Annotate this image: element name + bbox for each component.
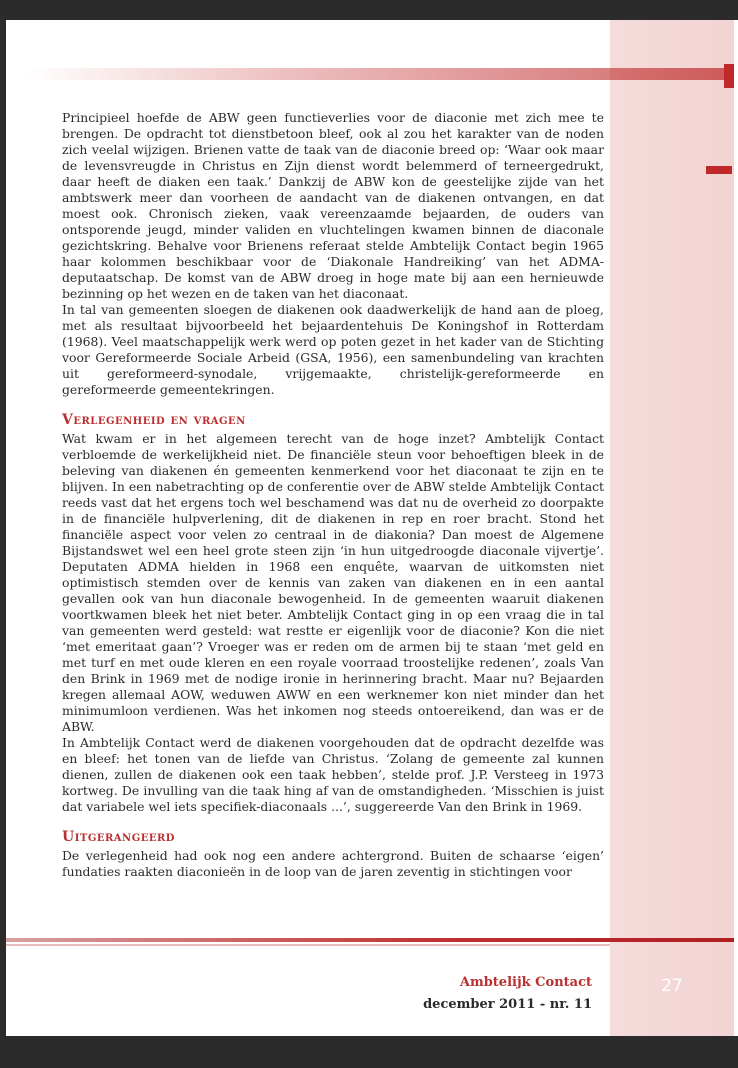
bottom-thin-rule: [6, 944, 610, 946]
paragraph: In tal van gemeenten sloegen de diakenen ook daadwerkelijk de hand aan de ploeg, met als resultaat bijvoorbeeld het bejaardentehuis De Koningshof in Rotterdam (1968). Veel maatschappelijk werk werd op poten gezet in het kader van de Stichting voor Gereformeerde Sociale Arbeid (GSA, 1956), een samenbundeling van krachten uit gereformeerd-synodale, vrijgemaakte, christelijk-gereformeerde en gereformeerde gemeentekringen.: [62, 302, 604, 397]
page: [6, 20, 738, 1036]
paragraph: Principieel hoefde de ABW geen functieverlies voor de diaconie met zich mee te brengen. De opdracht tot dienstbetoon bleef, ook al zou het karakter van de noden zich veelal wijzigen. Brienen vatte de taak van de diaconie breed op: ‘Waar ook maar de levensvreugde in Christus en Zijn dienst wordt belemmerd of terneergedrukt, daar heeft de diaken een taak.’ Dankzij de ABW kon de geestelijke zijde van het ambtswerk meer dan voorheen de aandacht van de diakenen ontvangen, en dat moest ook. Chronisch zieken, vaak vereenzaamde bejaarden, de ouders van ontsporende jeugd, minder validen en vluchtelingen kwamen binnen de diaconale gezichtskring. Behalve voor Brienens referaat stelde Ambtelijk Contact begin 1965 haar kolommen beschikbaar voor de ‘Diakonale Handreiking’ van het ADMA-deputaatschap. De komst van de ABW droeg in hoge mate bij aan een hernieuwde bezinning op het wezen en de taken van het diaconaat.: [62, 110, 604, 301]
paragraph: In Ambtelijk Contact werd de diakenen voorgehouden dat de opdracht dezelfde was en bleef: het tonen van de liefde van Christus. ‘Zolang de gemeente zal kunnen dienen, zullen de diakenen ook een taak hebben’, stelde prof. J.P. Versteeg in 1973 kortweg. De invulling van die taak hing af van de omstandigheden. ‘Misschien is juist dat variabele wel iets specifiek-diaconaals ...’, suggereerde Van den Brink in 1969.: [62, 735, 604, 814]
magazine-title: Ambtelijk Contact: [459, 975, 592, 990]
issue-label: december 2011 - nr. 11: [423, 997, 592, 1012]
page-footer: [423, 972, 592, 1016]
section-heading: Verlegenheid en vragen: [62, 412, 246, 428]
page-number: 27: [661, 976, 683, 996]
article-body: [62, 110, 604, 880]
bottom-decorative-rule: [6, 938, 734, 942]
top-decorative-rule: [26, 68, 726, 80]
section-heading: Uitgerangeerd: [62, 829, 175, 845]
paragraph: Wat kwam er in het algemeen terecht van de hoge inzet? Ambtelijk Contact verbloemde de werkelijkheid niet. De financiële steun voor behoeftigen bleek in de beleving van diakenen én gemeenten kenmerkend voor het diaconaat te zijn en te blijven. In een nabetrachting op de conferentie over de ABW stelde Ambtelijk Contact reeds vast dat het ergens toch wel beschamend was dat nu de overheid zo doorpakte in de financiële hulpverlening, dit de diakenen in rep en roer bracht. Stond het financiële aspect voor velen zo centraal in de diakonia? Dan moest de Algemene Bijstandswet wel een heel grote steen zijn ‘in hun uitgedroogde diaconale vijvertje’. Deputaten ADMA hielden in 1968 een enquête, waarvan de uitkomsten niet optimistisch stemden over de kennis van zaken van diakenen en in een aantal gevallen ook van hun diaconale bewogenheid. In de gemeenten waaruit diakenen voortkwamen bleek het niet beter. Ambtelijk Contact ging in op een vraag die in tal van gemeenten werd gesteld: wat restte er eigenlijk voor de diaconie? Kon die niet ‘met emeritaat gaan’? Vroeger was er reden om de armen bij te staan ‘met geld en met turf en met oude kleren en een royale voorraad troostelijke redenen’, zoals Van den Brink in 1969 met de nodige ironie in herinnering bracht. Maar nu? Bejaarden kregen allemaal AOW, weduwen AWW en een werknemer kon niet minder dan het minimumloon verdienen. Was het inkomen nog steeds ontoereikend, dan was er de ABW.: [62, 431, 604, 734]
top-edge-marker: [724, 64, 734, 88]
paragraph: De verlegenheid had ook nog een andere achtergrond. Buiten de schaarse ‘eigen’ fundaties raakten diaconieën in de loop van de jaren zeventig in stichtingen voor: [62, 848, 604, 879]
side-edge-marker: [706, 166, 732, 174]
